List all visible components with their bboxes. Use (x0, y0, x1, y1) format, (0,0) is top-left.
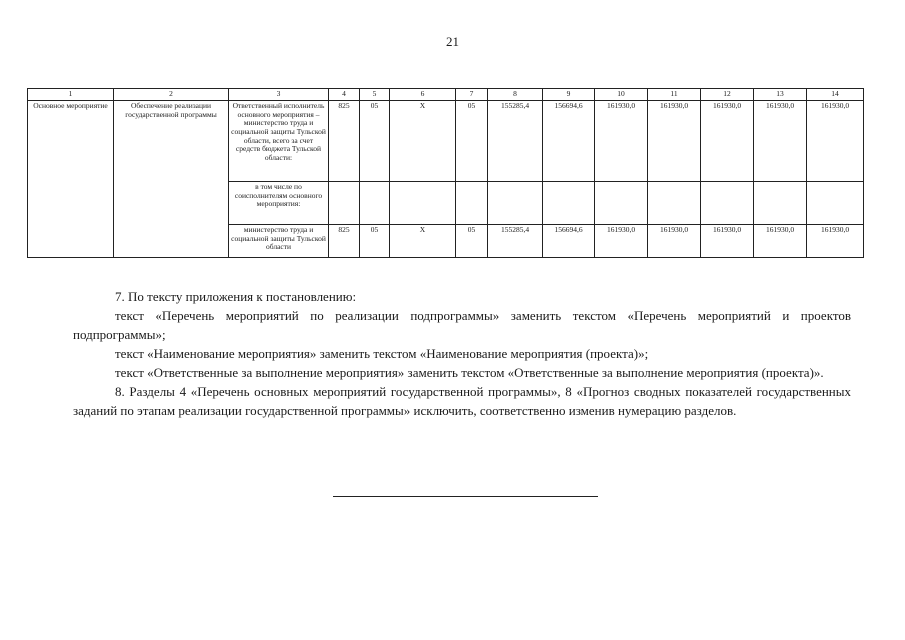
header-cell: 13 (754, 89, 807, 101)
value-cell (456, 182, 488, 225)
header-cell: 3 (229, 89, 329, 101)
value-cell: 161930,0 (648, 225, 701, 258)
end-separator-line (333, 496, 598, 497)
value-cell (595, 182, 648, 225)
paragraph: 7. По тексту приложения к постановлению: (115, 289, 357, 304)
budget-table (27, 88, 864, 258)
value-cell: 155285,4 (488, 225, 543, 258)
value-cell (754, 182, 807, 225)
header-cell: 11 (648, 89, 701, 101)
header-cell: 7 (456, 89, 488, 101)
header-cell: 1 (28, 89, 114, 101)
document-body (73, 287, 851, 420)
value-cell: 05 (360, 225, 390, 258)
value-cell: 156694,6 (543, 225, 595, 258)
header-cell: 9 (543, 89, 595, 101)
paragraph: текст «Ответственные за выполнение мероприятия» заменить текстом «Ответственные за выполнение мероприятия (проекта)». (115, 365, 824, 380)
header-cell: 4 (329, 89, 360, 101)
paragraph: 8. Разделы 4 «Перечень основных мероприятий государственной программы», 8 «Прогноз сводных показателей государственных заданий по этапам реализации государственной программы» исключить, соответственно изменив нумерацию разделов. (73, 384, 851, 418)
value-cell: 156694,6 (543, 101, 595, 182)
value-cell: 161930,0 (754, 101, 807, 182)
value-cell: 161930,0 (807, 101, 864, 182)
executor-cell: министерство труда и социальной защиты Тульской области (229, 225, 329, 258)
header-cell: 12 (701, 89, 754, 101)
value-cell: 161930,0 (754, 225, 807, 258)
table-header-row (28, 89, 864, 101)
activity-name-cell: Обеспечение реализации государственной программы (114, 101, 229, 258)
value-cell: 161930,0 (701, 225, 754, 258)
value-cell: 161930,0 (701, 101, 754, 182)
value-cell: 161930,0 (648, 101, 701, 182)
value-cell: Х (390, 225, 456, 258)
page-number: 21 (446, 34, 459, 49)
header-cell: 10 (595, 89, 648, 101)
executor-cell: в том числе по соисполнителям основного мероприятия: (229, 182, 329, 225)
value-cell: 161930,0 (595, 101, 648, 182)
header-cell: 8 (488, 89, 543, 101)
value-cell (701, 182, 754, 225)
paragraph: текст «Наименование мероприятия» заменить текстом «Наименование мероприятия (проекта)»; (115, 346, 649, 361)
value-cell: 05 (456, 225, 488, 258)
value-cell (543, 182, 595, 225)
value-cell (648, 182, 701, 225)
value-cell (488, 182, 543, 225)
paragraph: текст «Перечень мероприятий по реализации подпрограммы» заменить текстом «Перечень мероприятий и проектов подпрограммы»; (73, 308, 851, 342)
value-cell (329, 182, 360, 225)
value-cell: 825 (329, 101, 360, 182)
value-cell: 05 (360, 101, 390, 182)
activity-type-cell: Основное мероприятие (28, 101, 114, 258)
header-cell: 6 (390, 89, 456, 101)
header-cell: 14 (807, 89, 864, 101)
value-cell: 161930,0 (595, 225, 648, 258)
value-cell (360, 182, 390, 225)
header-cell: 2 (114, 89, 229, 101)
value-cell: 825 (329, 225, 360, 258)
header-cell: 5 (360, 89, 390, 101)
table-row (28, 101, 864, 182)
value-cell (390, 182, 456, 225)
value-cell (807, 182, 864, 225)
value-cell: 155285,4 (488, 101, 543, 182)
value-cell: 161930,0 (807, 225, 864, 258)
executor-cell: Ответственный исполнитель основного мероприятия – министерство труда и социальной защиты Тульской области, всего за счет средств бюджета Тульской области: (229, 101, 329, 182)
value-cell: 05 (456, 101, 488, 182)
value-cell: Х (390, 101, 456, 182)
